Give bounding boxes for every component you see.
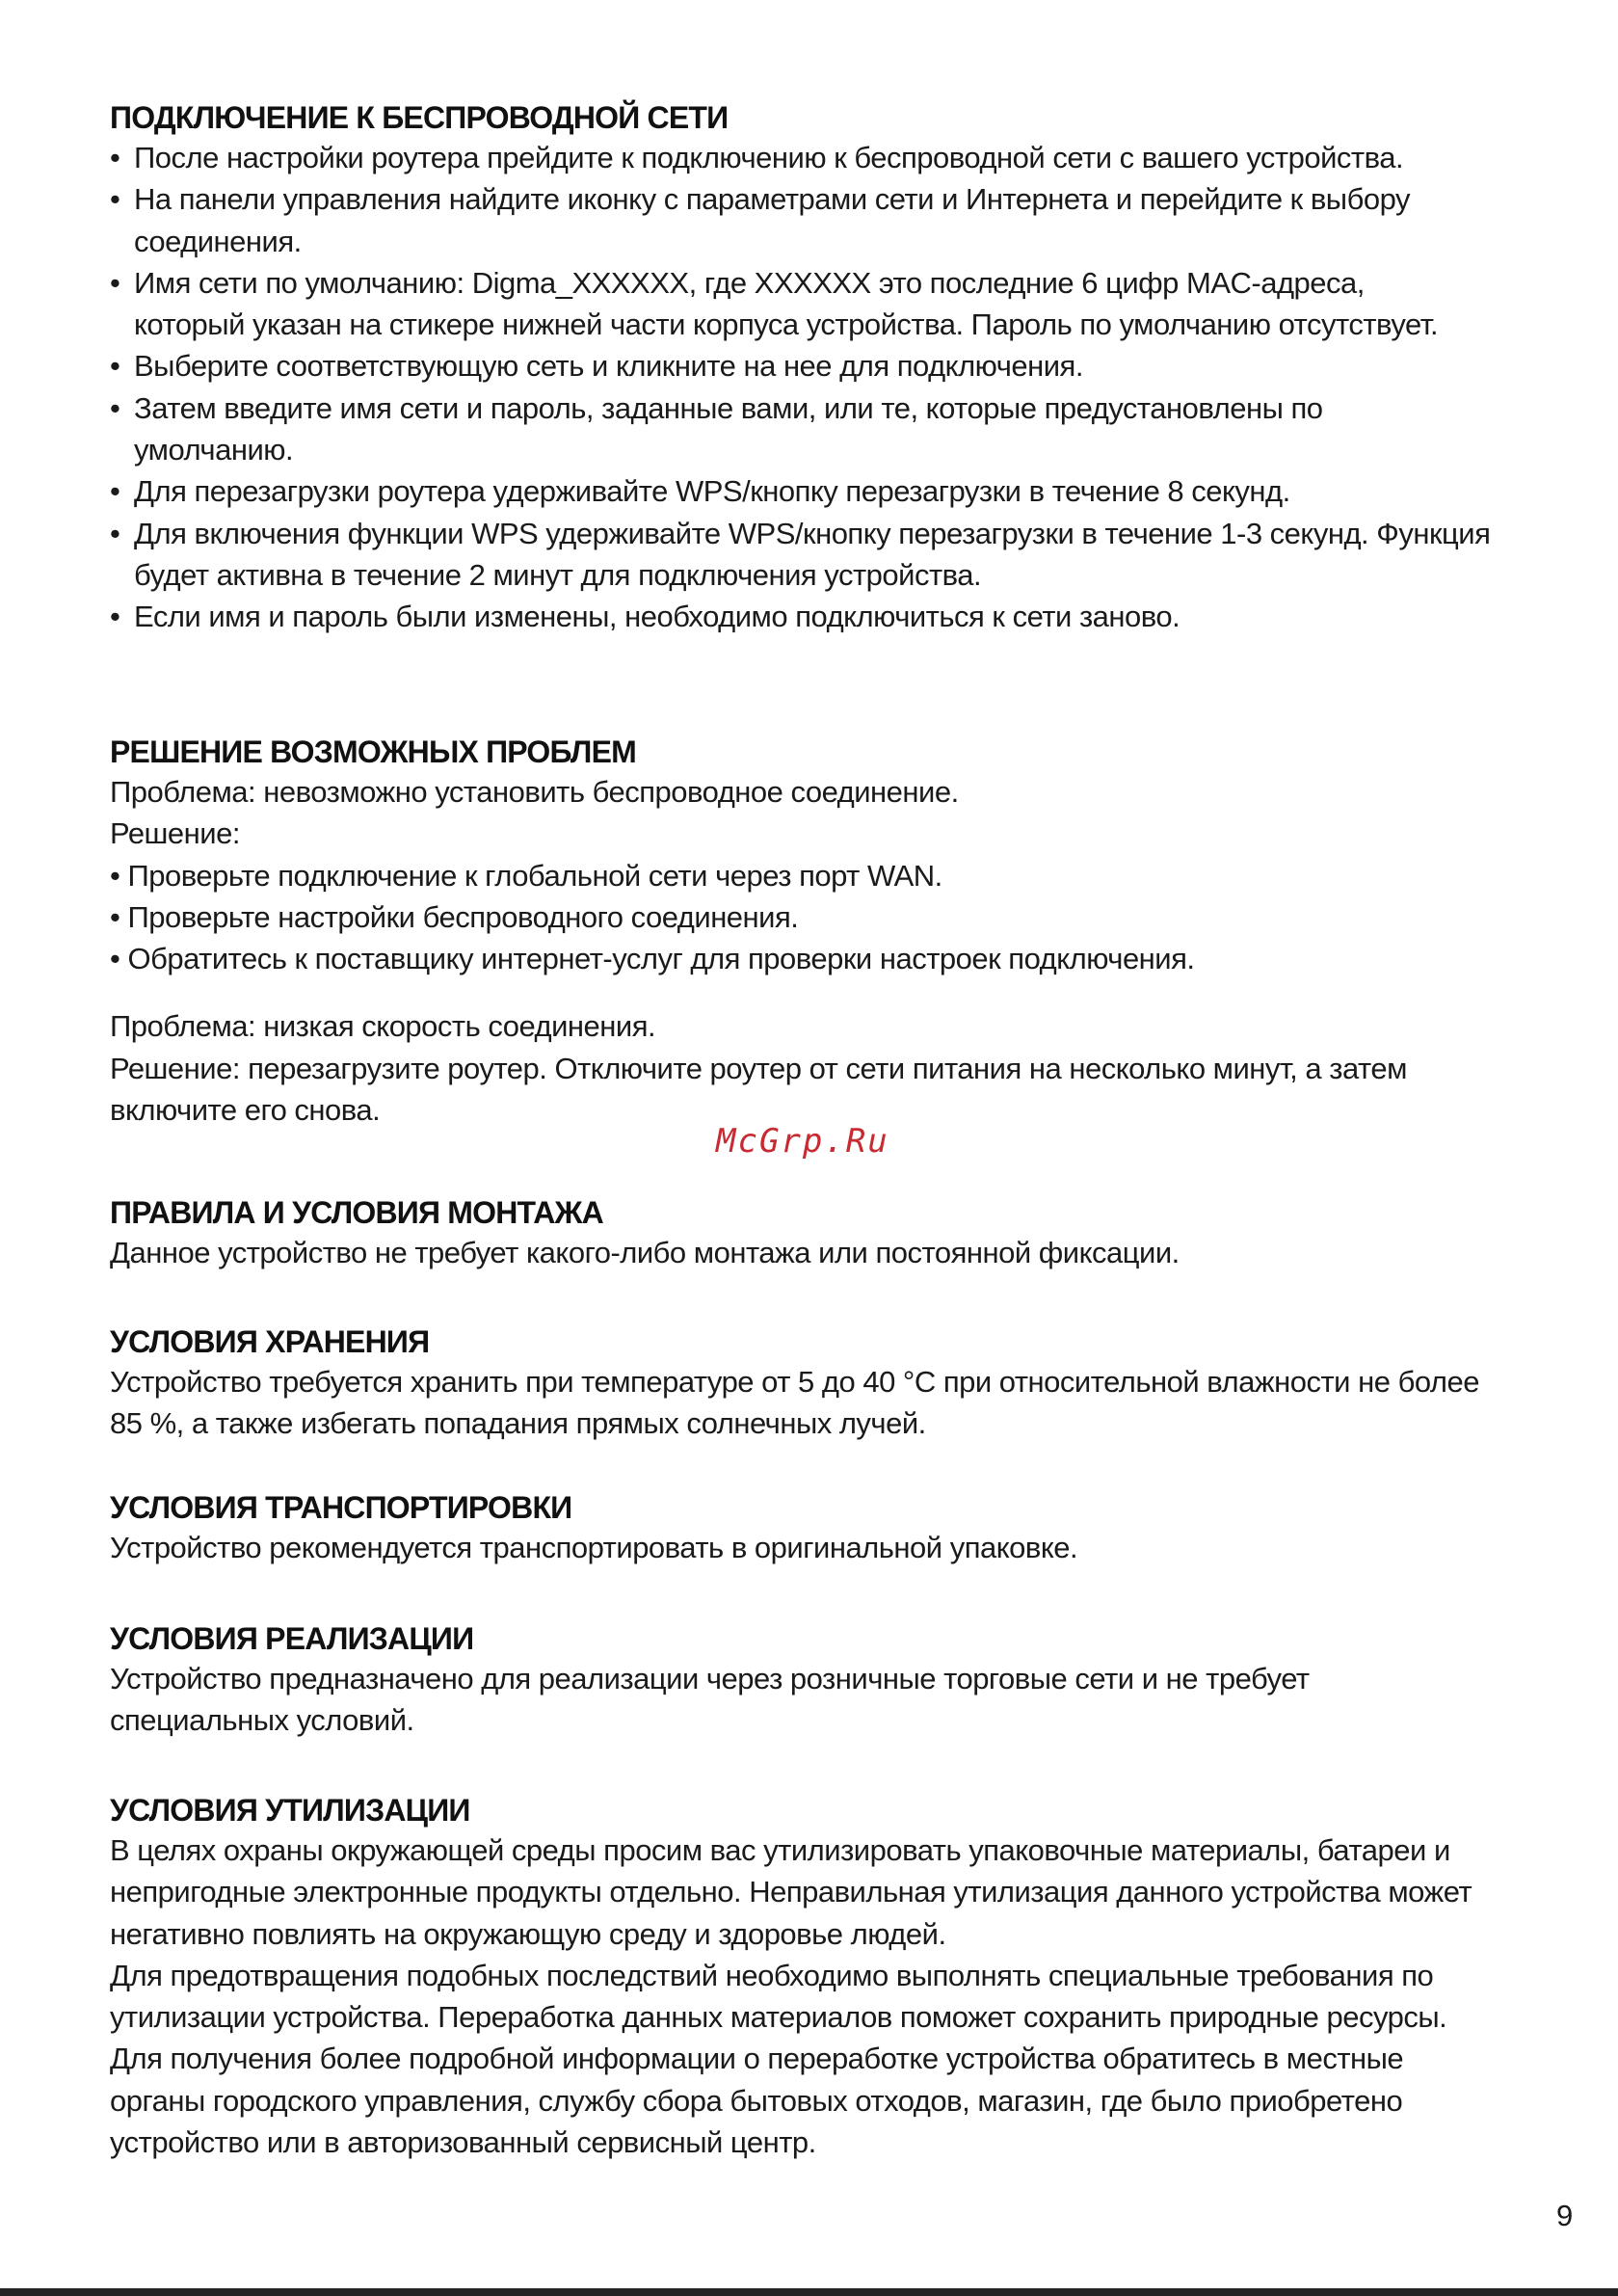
storage-text: Устройство требуется хранить при температуре от 5 до 40 °С при относительной влажности не более 85 %, а также избегать попадания прямых солнечных лучей.: [110, 1365, 1479, 1441]
problem-1-text: невозможно установить беспроводное соединение.: [263, 775, 959, 809]
sale-section: [110, 1619, 1507, 1742]
solution-label: Решение:: [110, 1051, 240, 1085]
page-number: 9: [1556, 2199, 1574, 2232]
storage-title: УСЛОВИЯ ХРАНЕНИЯ: [110, 1324, 430, 1359]
troubleshooting-section: [110, 733, 1507, 1131]
mounting-section: [110, 1193, 1507, 1273]
wireless-title: ПОДКЛЮЧЕНИЕ К БЕСПРОВОДНОЙ СЕТИ: [110, 100, 729, 135]
transport-text: Устройство рекомендуется транспортировать в оригинальной упаковке.: [110, 1531, 1078, 1564]
solution-2: [110, 1048, 1440, 1132]
sale-title: УСЛОВИЯ РЕАЛИЗАЦИИ: [110, 1621, 474, 1656]
mounting-text: Данное устройство не требует какого-либо монтажа или постоянной фиксации.: [110, 1236, 1180, 1269]
list-item: • На панели управления найдите иконку с параметрами сети и Интернета и перейдите к выбору соединения.: [110, 178, 1464, 262]
disposal-section: [110, 1791, 1507, 2163]
transport-title: УСЛОВИЯ ТРАНСПОРТИРОВКИ: [110, 1490, 572, 1525]
list-item: • Выберите соответствующую сеть и кликните на нее для подключения.: [110, 345, 1507, 387]
wireless-section: [110, 98, 1507, 638]
list-item: • Если имя и пароль были изменены, необходимо подключиться к сети заново.: [110, 596, 1507, 637]
list-item: • Имя сети по умолчанию: Digma_XXXXXX, где XXXXXX это последние 6 цифр MAC-адреса, который указан на стикере нижней части корпуса устройства. Пароль по умолчанию отсутствует.: [110, 262, 1473, 346]
wireless-list: [110, 137, 1507, 638]
bottom-rule: [0, 2288, 1618, 2296]
storage-section: [110, 1322, 1507, 1445]
list-item: • После настройки роутера прейдите к подключению к беспроводной сети с вашего устройства.: [110, 137, 1507, 178]
problem-label: Проблема:: [110, 775, 256, 809]
disposal-text-1: В целях охраны окружающей среды просим вас утилизировать упаковочные материалы, батареи и непригодные электронные продукты отдельно. Неправильная утилизация данного устройства может негативно повлиять на окружающую среду и здоровье людей.: [110, 1833, 1472, 1951]
list-item: • Проверьте подключение к глобальной сети через порт WAN.: [110, 855, 1507, 896]
list-item: • Обратитесь к поставщику интернет-услуг для проверки настроек подключения.: [110, 938, 1507, 979]
list-item: • Проверьте настройки беспроводного соединения.: [110, 896, 1507, 938]
problem-label: Проблема:: [110, 1009, 256, 1044]
solution-2-text: перезагрузите роутер. Отключите роутер от сети питания на несколько минут, а затем включите его снова.: [110, 1051, 1407, 1128]
disposal-title: УСЛОВИЯ УТИЛИЗАЦИИ: [110, 1793, 470, 1828]
problem-1: [110, 771, 1507, 813]
watermark: McGrp.Ru: [716, 1122, 889, 1161]
sale-text: Устройство предназначено для реализации через розничные торговые сети и не требует специальных условий.: [110, 1662, 1310, 1738]
list-item: • Для включения функции WPS удерживайте WPS/кнопку перезагрузки в течение 1-3 секунд. Функция будет активна в течение 2 минут для подключения устройства.: [110, 513, 1531, 597]
list-item: • Для перезагрузки роутера удерживайте WPS/кнопку перезагрузки в течение 8 секунд.: [110, 470, 1507, 512]
solutions-1-list: [110, 855, 1507, 980]
solution-label: Решение:: [110, 816, 240, 851]
disposal-text-2: Для предотвращения подобных последствий необходимо выполнять специальные требования по утилизации устройства. Переработка данных материалов поможет сохранить природные ресурсы. Для получения более подробной информации о переработке устройства обратитесь в местные органы городского управления, службу сбора бытовых отходов, магазин, где было приобретено устройство или в авторизованный сервисный центр.: [110, 1958, 1447, 2160]
list-item: • Затем введите имя сети и пароль, заданные вами, или те, которые предустановлены по умолчанию.: [110, 387, 1464, 471]
transport-section: [110, 1488, 1507, 1568]
problem-2-text: низкая скорость соединения.: [263, 1009, 656, 1044]
troubleshooting-title: РЕШЕНИЕ ВОЗМОЖНЫХ ПРОБЛЕМ: [110, 734, 636, 769]
problem-2: [110, 1005, 1507, 1047]
mounting-title: ПРАВИЛА И УСЛОВИЯ МОНТАЖА: [110, 1195, 603, 1230]
